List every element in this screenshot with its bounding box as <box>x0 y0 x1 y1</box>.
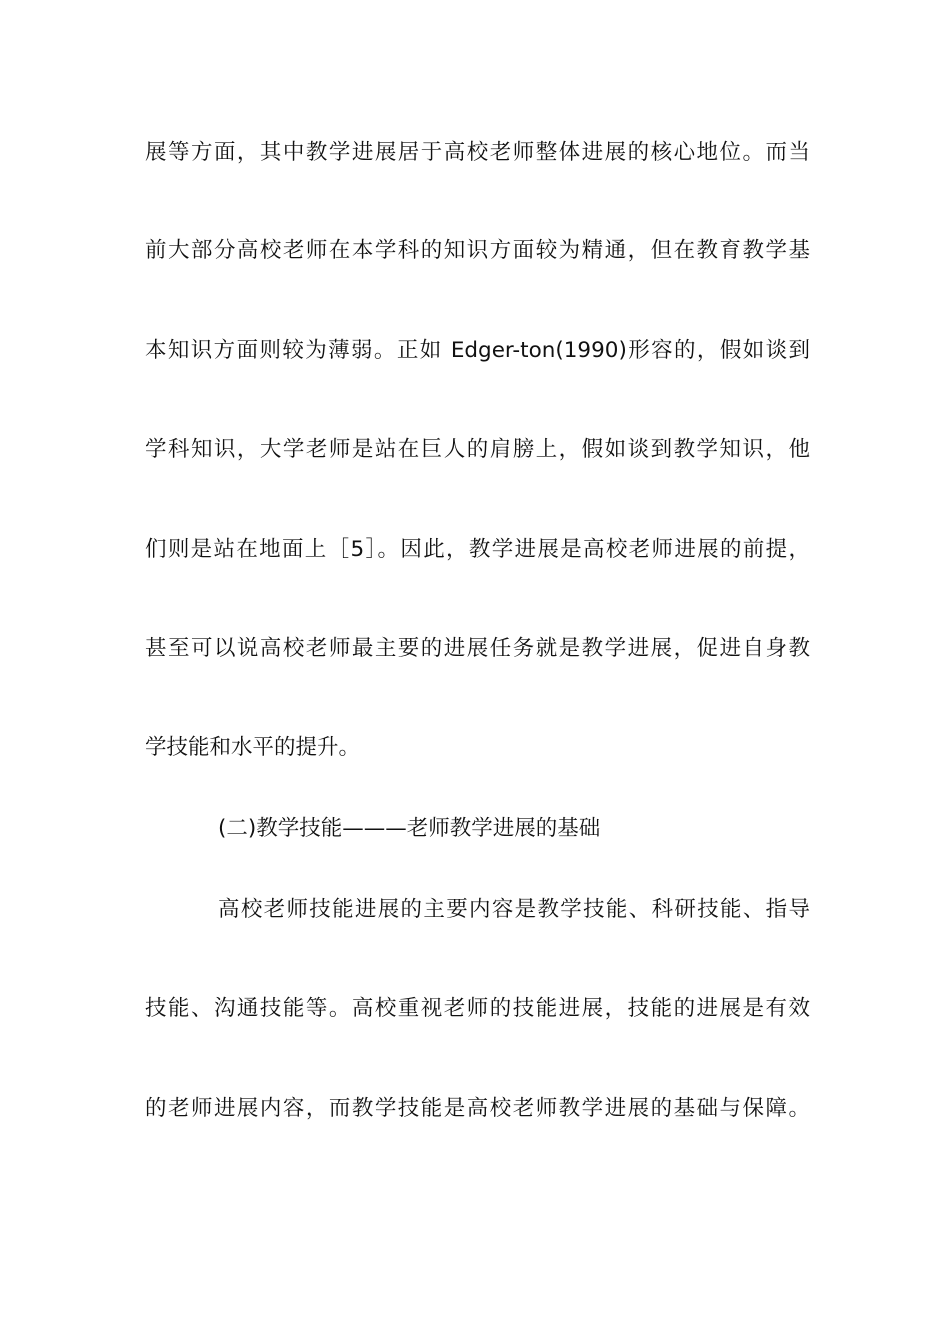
paragraph-1-line-6: 甚至可以说高校老师最主要的进展任务就是教学进展，促进自身教 <box>145 636 810 661</box>
paragraph-1-line-7: 学技能和水平的提升。 <box>145 735 361 760</box>
paragraph-2-line-2: 技能、沟通技能等。高校重视老师的技能进展，技能的进展是有效 <box>145 996 810 1021</box>
paragraph-1-line-1: 展等方面，其中教学进展居于高校老师整体进展的核心地位。而当 <box>145 140 810 165</box>
paragraph-2-line-1: 高校老师技能进展的主要内容是教学技能、科研技能、指导 <box>218 897 810 922</box>
paragraph-2-line-3: 的老师进展内容，而教学技能是高校老师教学进展的基础与保障。 <box>145 1096 810 1121</box>
paragraph-1-line-3: 本知识方面则较为薄弱。正如 Edger-ton(1990)形容的，假如谈到 <box>145 338 810 363</box>
paragraph-1-line-2: 前大部分高校老师在本学科的知识方面较为精通，但在教育教学基 <box>145 238 810 263</box>
section-heading: (二)教学技能———老师教学进展的基础 <box>218 816 601 841</box>
paragraph-1-line-5: 们则是站在地面上［5］。因此，教学进展是高校老师进展的前提， <box>145 537 810 562</box>
paragraph-1-line-4: 学科知识，大学老师是站在巨人的肩膀上，假如谈到教学知识，他 <box>145 437 810 462</box>
